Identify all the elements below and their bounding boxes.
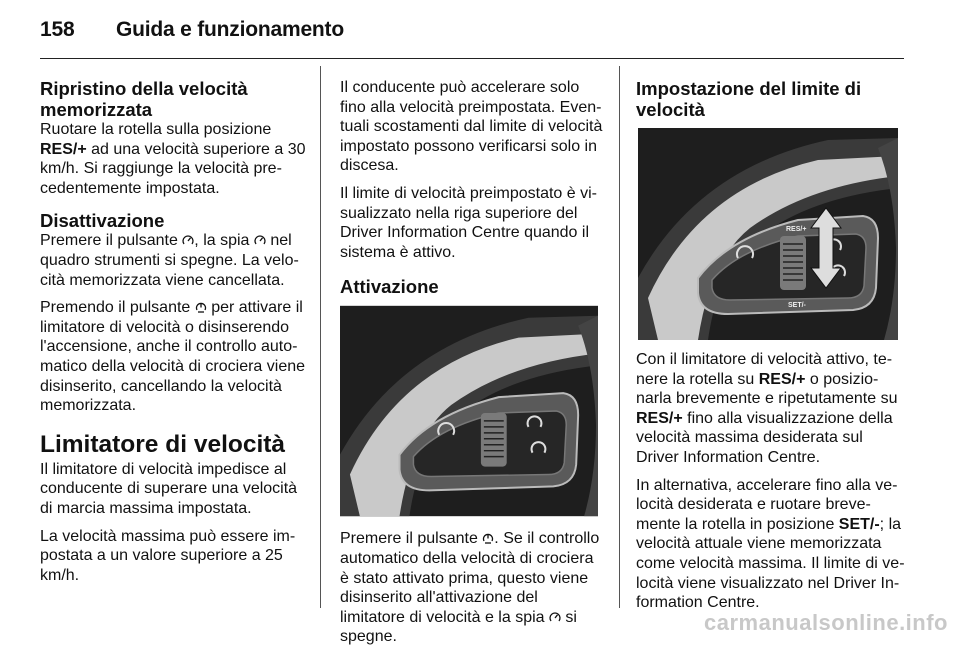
speed-limiter-icon <box>482 532 494 544</box>
page-number: 158 <box>40 18 75 41</box>
paragraph: Premere il pulsante . Se il controllo automatico della velocità di crociera è stato attivato prima, questo viene disinserito all'attivazione del limitatore di velocità e la spia si spegne. <box>340 530 600 646</box>
cruise-control-icon <box>182 234 194 246</box>
heading-ripristino: Ripristino della velocità memorizzata <box>40 78 248 120</box>
paragraph: In alternativa, accelerare fino alla velocità desiderata e ruotare brevemente la rotella in posizione SET/-; la velocità attuale viene memorizzata come velocità massima. Il limite di velocità viene visualizzato nel Driver Information Centre. <box>636 476 905 612</box>
speed-limiter-icon <box>195 301 207 313</box>
paragraph: Premere il pulsante , la spia nel quadro strumenti si spegne. La velocità memorizzata viene cancellata. <box>40 232 299 289</box>
steering-wheel-controls-figure <box>340 305 598 517</box>
column-divider <box>619 66 620 608</box>
cruise-control-icon <box>254 234 266 246</box>
section-title: Guida e funzionamento <box>116 18 344 41</box>
column-3 <box>636 66 906 621</box>
up-down-arrow-icon <box>636 128 900 340</box>
watermark: carmanualsonline.info <box>704 610 948 635</box>
heading-disattivazione: Disattivazione <box>40 210 165 232</box>
column-divider <box>320 66 321 608</box>
column-1 <box>40 66 306 593</box>
header-rule <box>40 58 904 59</box>
heading-limitatore: Limitatore di velocità <box>40 430 286 458</box>
paragraph: Il limite di velocità preimpostato è visualizzato nella riga superiore del Driver Information Centre quando il sistema è attivo. <box>340 184 597 261</box>
steering-wheel-figure-set <box>636 128 900 340</box>
heading-attivazione: Attivazione <box>340 276 439 298</box>
page-header <box>40 18 344 42</box>
column-2 <box>340 66 606 655</box>
paragraph: Il conducente può accelerare solo fino alla velocità preimpostata. Eventuali scostamenti dal limite di velocità impostato possono verificarsi solo in discesa. <box>340 79 603 175</box>
paragraph: Ruotare la rotella sulla posizione RES/+ ad una velocità superiore a 30 km/h. Si raggiunge la velocità precedentemente impostata. <box>40 121 306 197</box>
cruise-control-icon <box>549 611 561 623</box>
paragraph: Premendo il pulsante per attivare il limitatore di velocità o disinserendo l'accensione, anche il controllo automatico della velocità di crociera viene disinserito, cancellando la velocità memorizzata. <box>40 299 306 415</box>
paragraph: Con il limitatore di velocità attivo, tenere la rotella su RES/+ o posizionarla brevemente e ripetutamente su RES/+ fino alla visualizzazione della velocità massima desiderata sul Driver Information Centre. <box>636 351 898 466</box>
paragraph: La velocità massima può essere impostata a un valore superiore a 25 km/h. <box>40 527 296 584</box>
set-label: SET/- <box>788 302 806 309</box>
res-label: RES/+ <box>786 226 807 233</box>
heading-impostazione: Impostazione del limite di velocità <box>636 78 862 120</box>
paragraph: Il limitatore di velocità impedisce al conducente di superare una velocità di marcia massima impostata. <box>40 460 298 517</box>
